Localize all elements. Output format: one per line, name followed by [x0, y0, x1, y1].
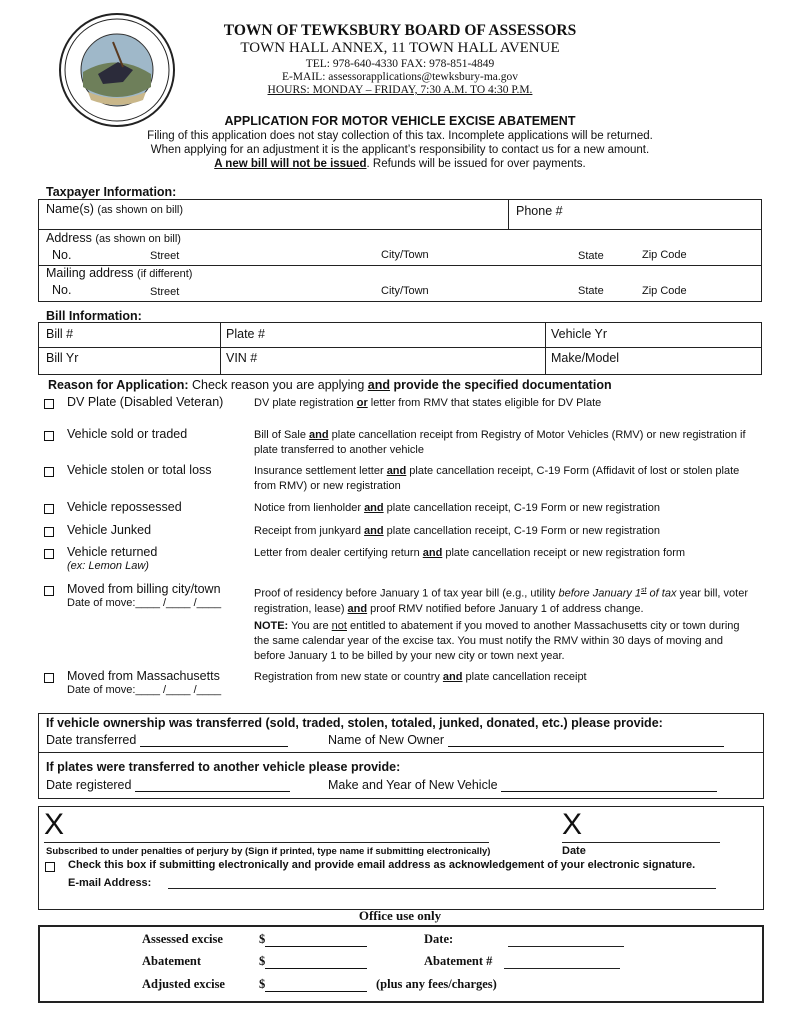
- text-segment: plate cancellation receipt, C-19 Form or new registration: [383, 502, 660, 514]
- text-segment: NOTE:: [254, 620, 289, 632]
- text-segment: You are: [288, 620, 332, 632]
- date-registered-field[interactable]: Date registered: [46, 778, 290, 792]
- new-vehicle-field[interactable]: Make and Year of New Vehicle: [328, 778, 717, 792]
- text-segment: proof RMV notified before January 1 of address change.: [367, 602, 644, 615]
- reason-label: Moved from Massachusetts: [67, 669, 220, 683]
- reason-documentation: [254, 428, 754, 458]
- text-segment: and: [364, 525, 384, 537]
- email-address-label: E-mail Address:: [68, 877, 152, 889]
- electronic-submission-label: Check this box if submitting electronically and provide email address as acknowledgement of your electronic signature.: [68, 859, 696, 871]
- text-segment: before January 1: [558, 587, 642, 600]
- text-segment: and: [364, 502, 384, 514]
- mailing-no-label: No.: [52, 283, 72, 297]
- office-use-heading: Office use only: [358, 908, 442, 923]
- text-segment: and: [347, 602, 368, 615]
- abatement-number-line: [504, 968, 620, 969]
- electronic-submission-checkbox[interactable]: [45, 862, 55, 872]
- mailing-zip-label: Zip Code: [642, 285, 687, 297]
- assessed-excise-label: Assessed excise: [142, 932, 223, 946]
- reasons-heading: Reason for Application: Check reason you are applying and provide the specified documentation: [48, 378, 612, 392]
- mailing-street-label: Street: [150, 286, 180, 298]
- notice-line-3: [0, 158, 800, 170]
- reason-label: Moved from billing city/town: [67, 582, 221, 596]
- reason-label: Vehicle returned: [67, 545, 158, 559]
- address-no-label: No.: [52, 248, 72, 262]
- notice-line-2: When applying for an adjustment it is the applicant’s responsibility to contact us for a new amount.: [150, 144, 650, 156]
- reason-label: DV Plate (Disabled Veteran): [67, 395, 224, 409]
- bill-box: [38, 322, 762, 375]
- mailing-address-field[interactable]: Mailing address (if different): [46, 266, 193, 280]
- reason-label: Vehicle sold or traded: [67, 427, 188, 441]
- date-of-move-field[interactable]: Date of move:____ /____ /____: [67, 597, 222, 609]
- email-address-input[interactable]: [168, 888, 716, 889]
- text-segment: Insurance settlement letter: [254, 465, 387, 477]
- office-date-label: Date:: [424, 932, 454, 946]
- text-segment: plate cancellation receipt: [462, 671, 587, 683]
- reason-checkbox[interactable]: [44, 673, 54, 683]
- office-title: TOWN OF TEWKSBURY BOARD OF ASSESSORS: [223, 22, 577, 39]
- office-phones: TEL: 978-640-4330 FAX: 978-851-4849: [305, 58, 495, 70]
- abatement-number-label: Abatement #: [424, 954, 493, 968]
- plate-number-field[interactable]: Plate #: [226, 327, 265, 341]
- reason-label: Vehicle stolen or total loss: [67, 463, 212, 477]
- vin-field[interactable]: VIN #: [226, 351, 258, 365]
- signature-caption: Subscribed to under penalties of perjury by (Sign if printed, type name if submitting electronically): [46, 846, 491, 857]
- vehicle-year-field[interactable]: Vehicle Yr: [551, 327, 608, 341]
- signature-x-mark: X: [44, 808, 65, 841]
- text-segment: DV plate registration: [254, 397, 357, 409]
- reason-documentation: [254, 670, 754, 685]
- make-model-field[interactable]: Make/Model: [551, 351, 620, 365]
- text-segment: of tax: [646, 587, 677, 600]
- text-segment: Letter from dealer certifying return: [254, 547, 423, 559]
- reason-checkbox[interactable]: [44, 527, 54, 537]
- address-field[interactable]: Address (as shown on bill): [46, 231, 181, 245]
- signature-box: [38, 806, 764, 910]
- adjusted-excise-field: $: [259, 977, 367, 992]
- bill-heading: Bill Information:: [46, 309, 142, 323]
- reason-checkbox[interactable]: [44, 586, 54, 596]
- office-hours: HOURS: MONDAY – FRIDAY, 7:30 A.M. TO 4:30 P.M.: [267, 84, 533, 96]
- reason-documentation: [254, 501, 754, 516]
- bill-number-field[interactable]: Bill #: [46, 327, 74, 341]
- reason-checkbox[interactable]: [44, 467, 54, 477]
- mailing-city-label: City/Town: [381, 285, 429, 297]
- form-title: APPLICATION FOR MOTOR VEHICLE EXCISE ABATEMENT: [224, 114, 576, 128]
- reason-checkbox[interactable]: [44, 549, 54, 559]
- reason-documentation: [254, 396, 754, 411]
- text-segment: Receipt from junkyard: [254, 525, 365, 537]
- address-street-label: Street: [150, 250, 180, 262]
- date-of-move-field[interactable]: Date of move:____ /____ /____: [67, 684, 222, 696]
- text-segment: plate cancellation receipt or new registration form: [442, 547, 686, 559]
- reason-checkbox[interactable]: [44, 399, 54, 409]
- text-segment: st: [641, 587, 647, 594]
- adjusted-excise-label: Adjusted excise: [142, 977, 225, 991]
- reason-example: (ex: Lemon Law): [67, 560, 149, 572]
- reason-documentation: [254, 583, 754, 617]
- transfer-heading: If vehicle ownership was transferred (sold, traded, stolen, totaled, junked, donated, etc.) please provide:: [46, 716, 663, 730]
- address-state-label: State: [578, 250, 604, 262]
- reason-checkbox[interactable]: [44, 504, 54, 514]
- text-segment: Registration from new state or country: [254, 671, 443, 683]
- signature-date-line[interactable]: [562, 842, 720, 843]
- date-caption: Date: [562, 845, 586, 857]
- office-email: E-MAIL: assessorapplications@tewksbury-ma.gov: [281, 71, 519, 83]
- reason-label: Vehicle Junked: [67, 523, 152, 537]
- text-segment: entitled to abatement if you moved to another Massachusetts city or town during the same calendar year of the excise tax. You must notify the RMV within 30 days of moving and before January 1 to be billed by your new city or town next year.: [254, 620, 740, 662]
- assessed-excise-field: $: [259, 932, 367, 947]
- signature-line[interactable]: [44, 842, 489, 843]
- date-transferred-field[interactable]: Date transferred: [46, 733, 288, 747]
- no-new-bill-notice: A new bill will not be issued: [214, 158, 367, 170]
- phone-field[interactable]: Phone #: [516, 204, 563, 218]
- text-segment: and: [386, 465, 407, 477]
- text-segment: or: [356, 397, 368, 409]
- new-owner-field[interactable]: Name of New Owner: [328, 733, 724, 747]
- reason-documentation: [254, 546, 754, 561]
- abatement-amount-field: $: [259, 954, 367, 969]
- text-segment: plate cancellation receipt, C-19 Form or new registration: [383, 525, 660, 537]
- office-date-line: [508, 946, 624, 947]
- mailing-state-label: State: [578, 285, 604, 297]
- taxpayer-heading: Taxpayer Information:: [46, 185, 177, 199]
- reason-documentation: [254, 464, 754, 494]
- reason-checkbox[interactable]: [44, 431, 54, 441]
- date-x-mark: X: [562, 808, 583, 841]
- abatement-label: Abatement: [142, 954, 202, 968]
- text-segment: and: [442, 671, 463, 683]
- text-segment: not: [331, 620, 347, 632]
- plates-heading: If plates were transferred to another vehicle please provide:: [46, 760, 401, 774]
- text-segment: plate cancellation receipt from Registry of Motor Vehicles (RMV) or new registration if plate transferred to another vehicle: [254, 429, 746, 456]
- text-segment: Notice from lienholder: [254, 502, 365, 514]
- name-field[interactable]: Name(s) (as shown on bill): [46, 202, 183, 216]
- text-segment: letter from RMV that states eligible for DV Plate: [367, 397, 602, 409]
- text-segment: year bill, voter registration, lease): [254, 587, 748, 615]
- text-segment: Proof of residency before January 1 of tax year bill (e.g., utility: [254, 587, 559, 600]
- refund-notice: . Refunds will be issued for over payments.: [366, 158, 586, 170]
- moving-note: [254, 619, 754, 664]
- fees-note: (plus any fees/charges): [376, 977, 497, 991]
- office-address: TOWN HALL ANNEX, 11 TOWN HALL AVENUE: [240, 40, 560, 56]
- reason-label: Vehicle repossessed: [67, 500, 182, 514]
- address-zip-label: Zip Code: [642, 249, 687, 261]
- text-segment: and: [309, 429, 329, 441]
- bill-year-field[interactable]: Bill Yr: [46, 351, 79, 365]
- address-city-label: City/Town: [381, 249, 429, 261]
- text-segment: plate cancellation receipt, C-19 Form (Affidavit of lost or stolen plate from RMV) or new registration: [254, 465, 740, 492]
- notice-line-1: Filing of this application does not stay collection of this tax. Incomplete applications will be returned.: [147, 130, 653, 142]
- text-segment: and: [422, 547, 443, 559]
- reason-documentation: [254, 524, 754, 539]
- text-segment: Bill of Sale: [254, 429, 310, 441]
